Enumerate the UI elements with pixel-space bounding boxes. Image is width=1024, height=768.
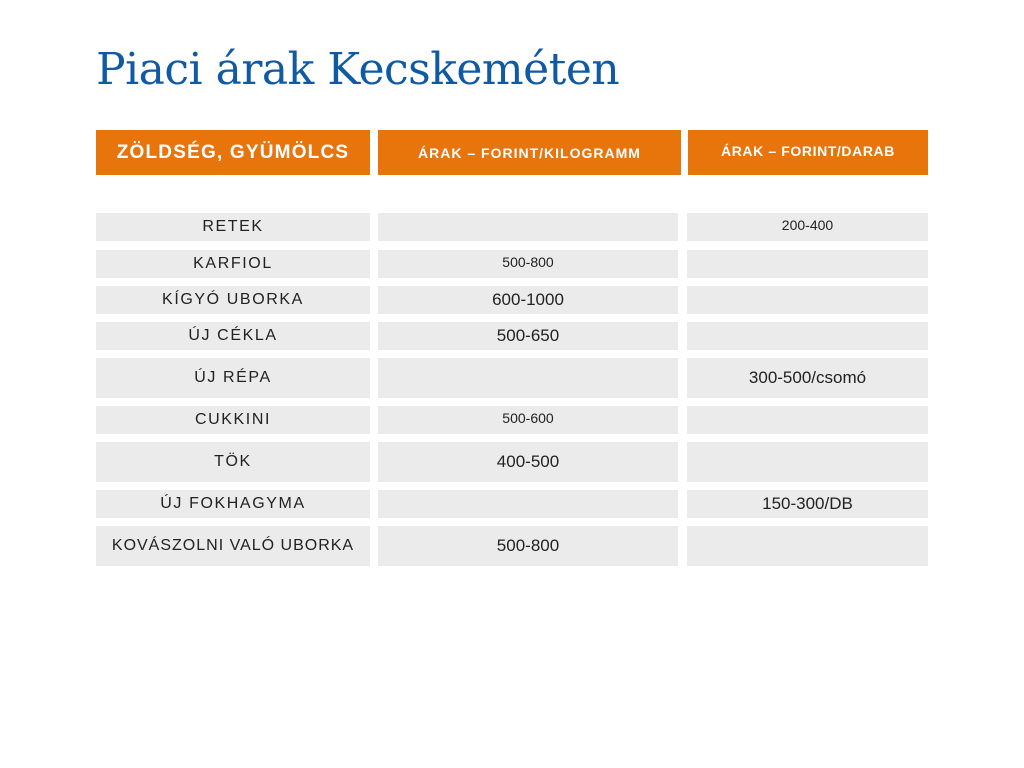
row-cukkini-per-piece [687,406,928,434]
row-kovaszolni-valo-uborka-per-piece [687,526,928,566]
row-retek-per-piece: 200-400 [687,213,928,241]
header-price-per-kilogram: ÁRAK – FORINT/KILOGRAMM [378,130,681,175]
row-uj-cekla-per-piece [687,322,928,350]
header-price-per-piece: ÁRAK – FORINT/DARAB [688,130,928,175]
row-tok-per-piece [687,442,928,482]
row-uj-fokhagyma-per-kg [378,490,678,518]
row-retek-name: RETEK [96,213,370,241]
row-uj-repa-name: ÚJ RÉPA [96,358,370,398]
row-kigyo-uborka-name: KÍGYÓ UBORKA [96,286,370,314]
row-cukkini-name: CUKKINI [96,406,370,434]
row-cukkini-per-kg: 500-600 [378,406,678,434]
row-karfiol-name: KARFIOL [96,250,370,278]
row-uj-repa-per-kg [378,358,678,398]
row-uj-cekla-per-kg: 500-650 [378,322,678,350]
row-retek-per-kg [378,213,678,241]
row-uj-fokhagyma-name: ÚJ FOKHAGYMA [96,490,370,518]
row-kovaszolni-valo-uborka-name: KOVÁSZOLNI VALÓ UBORKA [96,526,370,566]
row-tok-per-kg: 400-500 [378,442,678,482]
row-karfiol-per-kg: 500-800 [378,250,678,278]
row-kovaszolni-valo-uborka-per-kg: 500-800 [378,526,678,566]
row-kigyo-uborka-per-piece [687,286,928,314]
row-uj-repa-per-piece: 300-500/csomó [687,358,928,398]
header-vegetable-fruit: ZÖLDSÉG, GYÜMÖLCS [96,130,370,175]
row-uj-fokhagyma-per-piece: 150-300/DB [687,490,928,518]
row-kigyo-uborka-per-kg: 600-1000 [378,286,678,314]
row-uj-cekla-name: ÚJ CÉKLA [96,322,370,350]
page-title: Piaci árak Kecskeméten [96,44,620,95]
row-karfiol-per-piece [687,250,928,278]
row-tok-name: TÖK [96,442,370,482]
